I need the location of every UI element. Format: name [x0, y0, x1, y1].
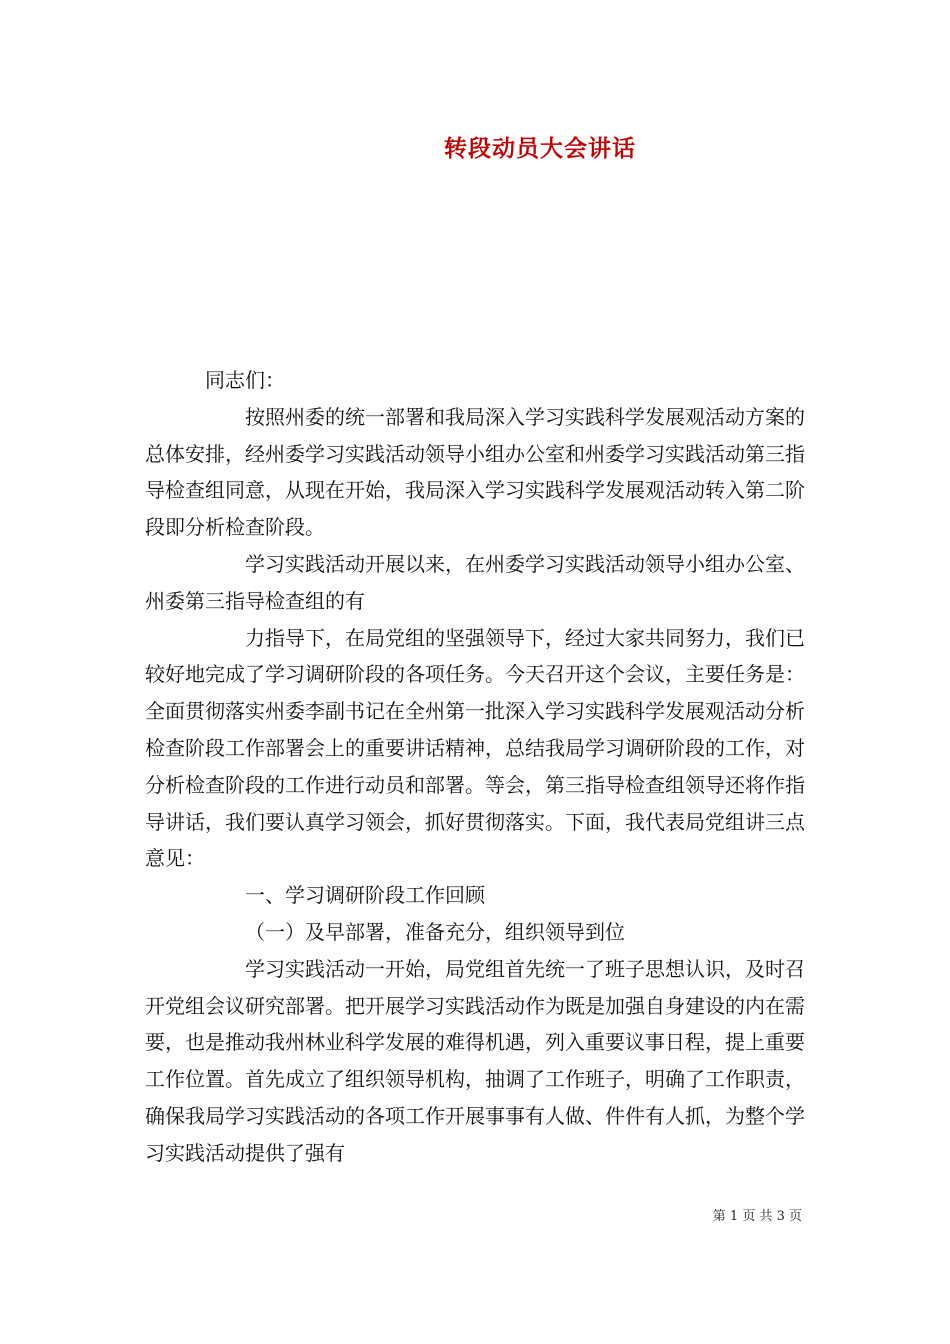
paragraph: 力指导下，在局党组的坚强领导下，经过大家共同努力，我们已较好地完成了学习调研阶段的各项任务。今天召开这个会议，主要任务是：全面贯彻落实州委李副书记在全州第一批深入学习实践科学发展观活动分析检查阶段工作部署会上的重要讲话精神，总结我局学习调研阶段的工作，对分析检查阶段的工作进行动员和部署。等会，第三指导检查组领导还将作指导讲话，我们要认真学习领会，抓好贯彻落实。下面，我代表局党组讲三点意见：	[145, 625, 805, 871]
page-number: 第 1 页 共 3 页	[712, 1209, 802, 1224]
paragraph: 按照州委的统一部署和我局深入学习实践科学发展观活动方案的总体安排，经州委学习实践活动领导小组办公室和州委学习实践活动第三指导检查组同意，从现在开始，我局深入学习实践科学发展观活动转入第二阶段即分析检查阶段。	[145, 404, 805, 540]
salutation: 同志们：	[205, 368, 285, 392]
paragraph: 学习实践活动开展以来，在州委学习实践活动领导小组办公室、州委第三指导检查组的有	[145, 551, 805, 613]
document-body	[145, 362, 805, 1172]
paragraph: 学习实践活动一开始，局党组首先统一了班子思想认识，及时召开党组会议研究部署。把开展学习实践活动作为既是加强自身建设的内在需要，也是推动我州林业科学发展的难得机遇，列入重要议事日程，提上重要工作位置。首先成立了组织领导机构，抽调了工作班子，明确了工作职责，确保我局学习实践活动的各项工作开展事事有人做、件件有人抓，为整个学习实践活动提供了强有	[145, 956, 805, 1165]
section-heading: 一、学习调研阶段工作回顾	[245, 883, 485, 908]
document-title: 转段动员大会讲话	[444, 135, 636, 162]
subsection-heading: （一）及早部署，准备充分，组织领导到位	[245, 919, 625, 944]
